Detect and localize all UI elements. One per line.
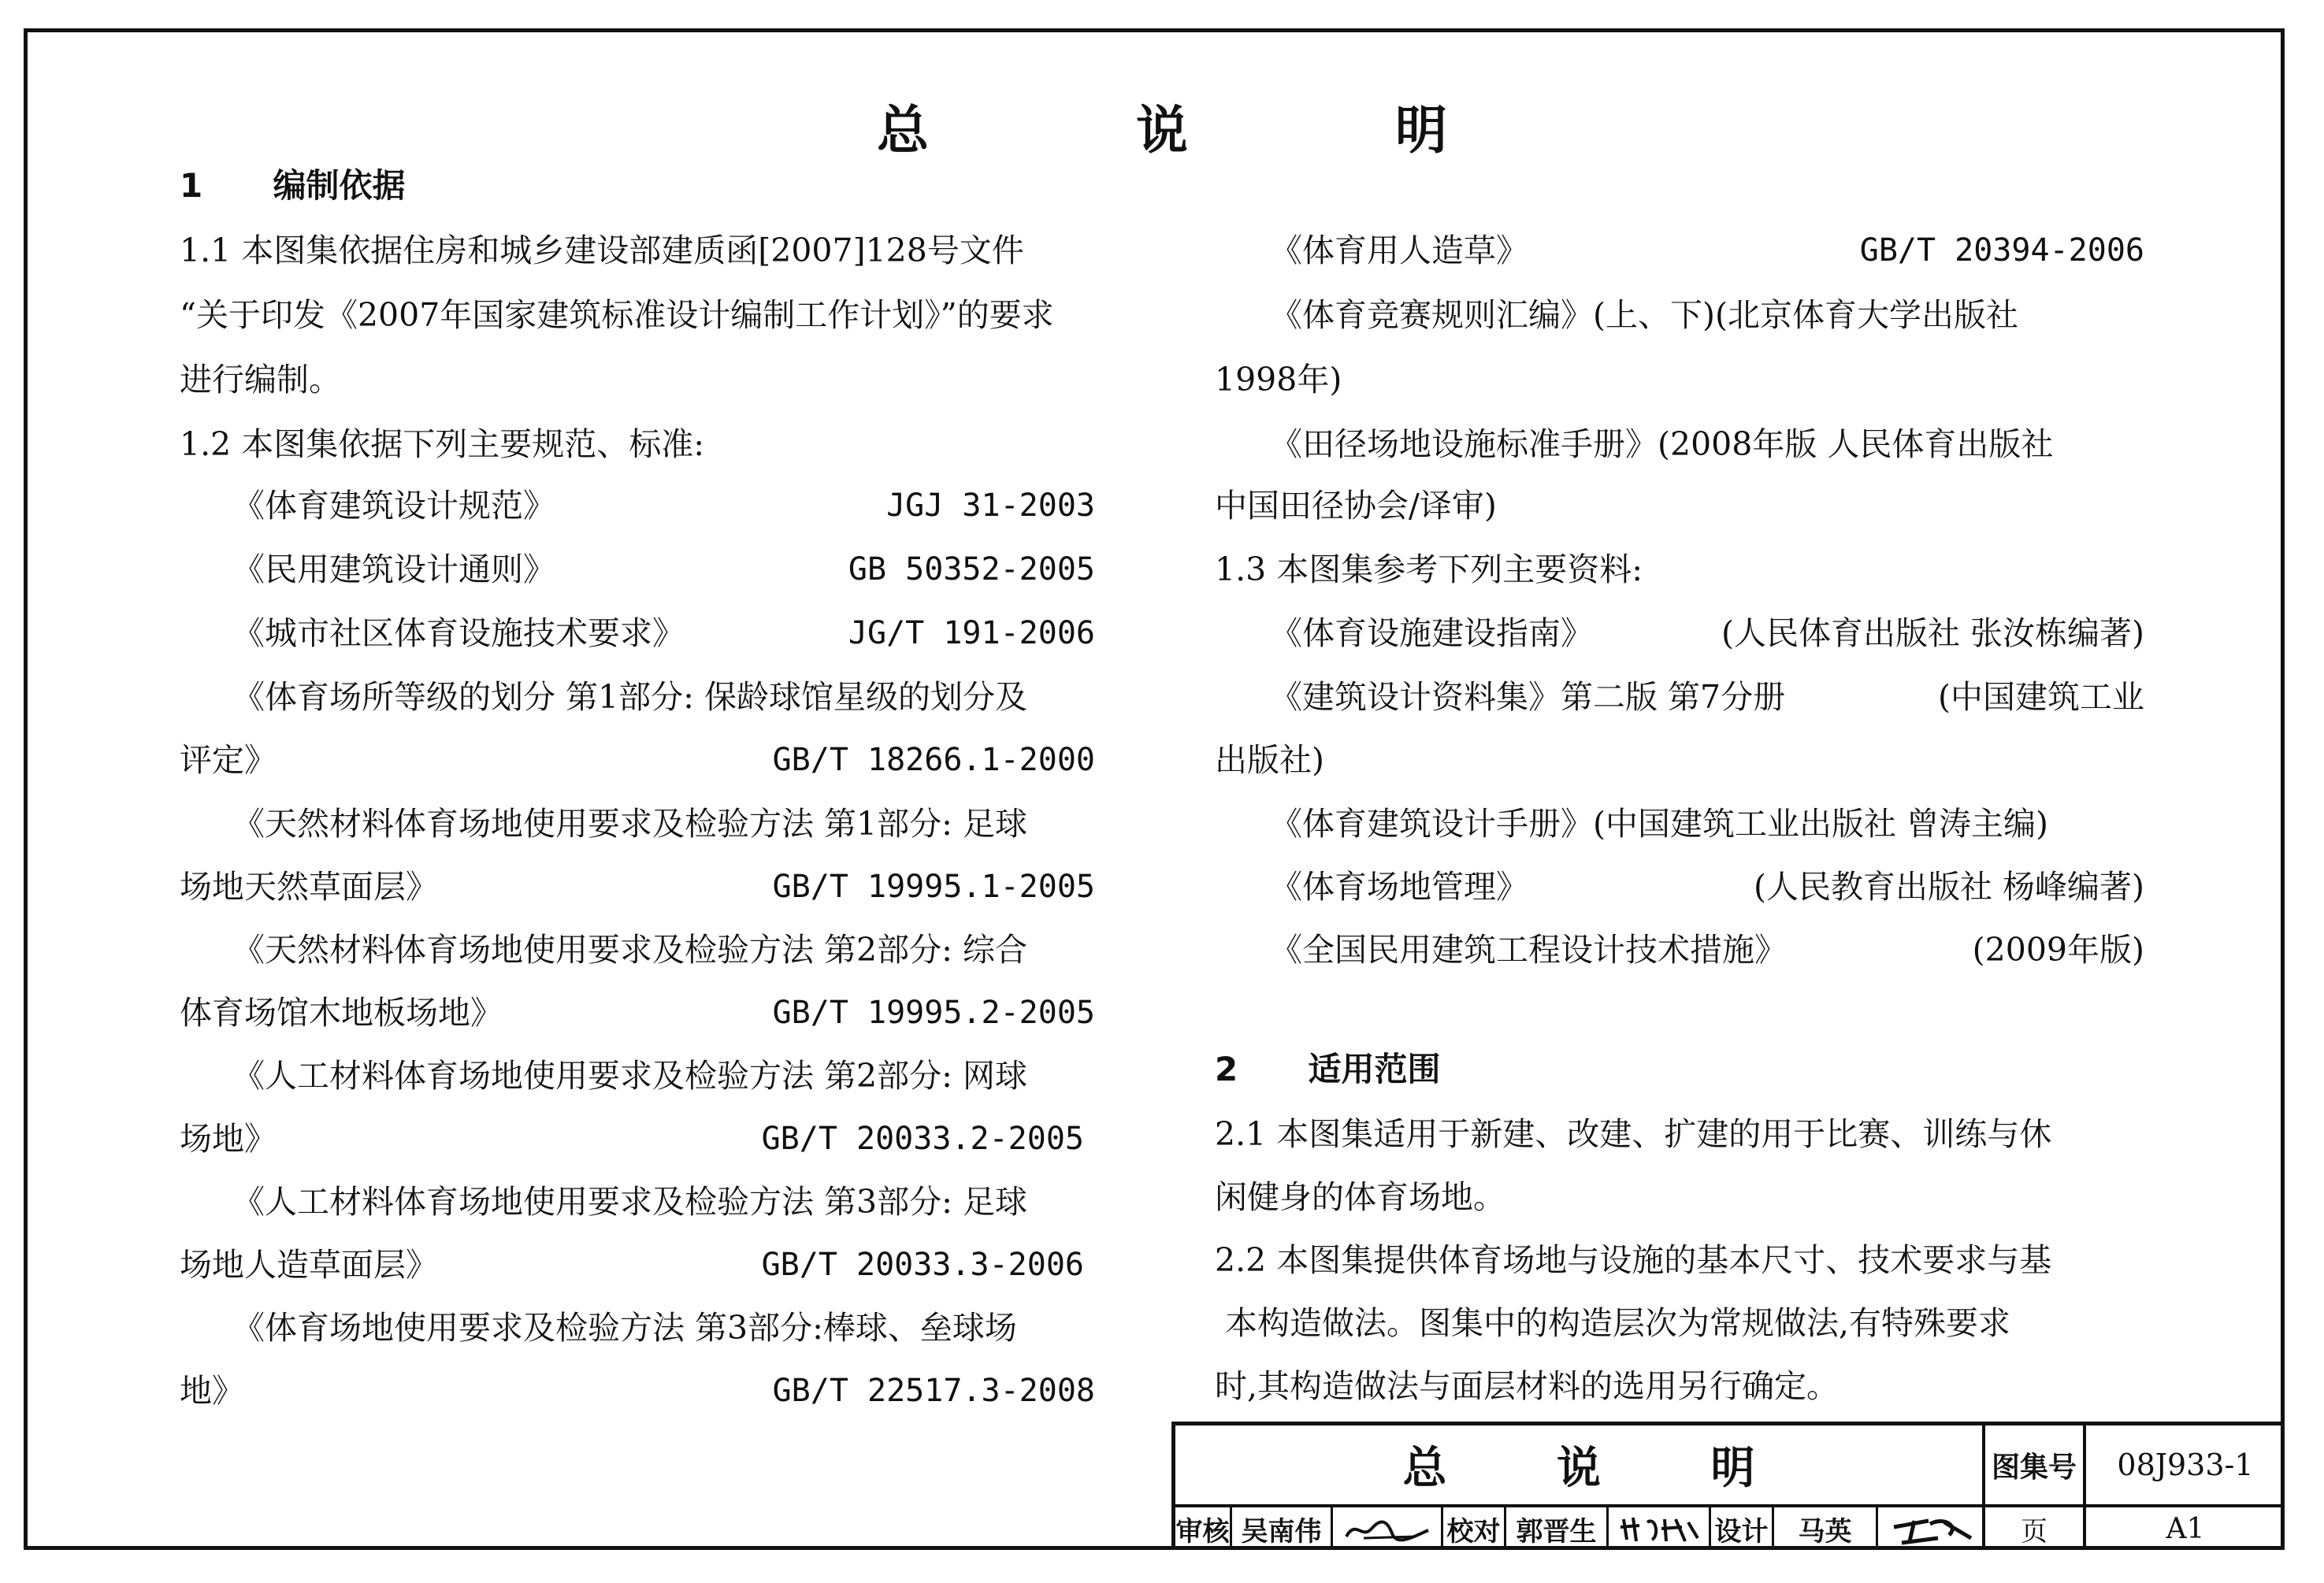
standard-item bbox=[180, 863, 1095, 910]
section2-heading bbox=[1215, 1046, 1441, 1093]
reference-title: 《田径场地设施标准手册》(2008年版 人民体育出版社 bbox=[1270, 425, 2054, 463]
standard-title-cont: 评定》 bbox=[180, 741, 277, 779]
atlas-number: 08J933-1 bbox=[2086, 1425, 2285, 1507]
standard-code: JG/T 191-2006 bbox=[848, 615, 1095, 651]
standard-item bbox=[180, 736, 1095, 784]
reference-title: 《体育用人造草》 bbox=[1270, 232, 1528, 269]
para-2-2-line-1: 2.2 本图集提供体育场地与设施的基本尺寸、技术要求与基 bbox=[1215, 1241, 2052, 1279]
reference-item bbox=[1270, 863, 2144, 910]
standard-title: 《人工材料体育场地使用要求及检验方法 第2部分: 网球 bbox=[232, 1057, 1027, 1095]
section1-number: 1 bbox=[180, 166, 203, 205]
standard-title-cont: 地》 bbox=[180, 1372, 244, 1410]
standard-title: 《民用建筑设计通则》 bbox=[232, 551, 555, 588]
reference-title: 《全国民用建筑工程设计技术措施》 bbox=[1270, 931, 1787, 969]
standard-title: 《体育场所等级的划分 第1部分: 保龄球馆星级的划分及 bbox=[232, 678, 1027, 716]
para-1-1-line-3: 进行编制。 bbox=[180, 361, 341, 399]
standard-item bbox=[232, 546, 1095, 593]
standard-item bbox=[180, 1115, 1084, 1162]
standard-item bbox=[232, 482, 1095, 529]
para-1-1-line-2: “关于印发《2007年国家建筑标准设计编制工作计划》”的要求 bbox=[180, 296, 1054, 334]
standard-item bbox=[180, 1367, 1095, 1414]
page-number: A1 bbox=[2166, 1512, 2205, 1545]
para-2-2-line-2: 本构造做法。图集中的构造层次为常规做法,有特殊要求 bbox=[1225, 1304, 2011, 1342]
reviewer-name: 吴南伟 bbox=[1232, 1507, 1333, 1550]
reference-title-cont: 1998年) bbox=[1215, 361, 1342, 399]
checker-signature bbox=[1609, 1507, 1711, 1550]
page-title: 总 说 明 bbox=[877, 100, 1542, 161]
section2-number: 2 bbox=[1215, 1050, 1238, 1088]
reference-title: 《体育竞赛规则汇编》(上、下)(北京体育大学出版社 bbox=[1270, 296, 2018, 334]
designer-name: 马英 bbox=[1774, 1507, 1878, 1550]
reference-item bbox=[1270, 227, 2144, 274]
designer-signature bbox=[1878, 1507, 1985, 1550]
standard-title: 《天然材料体育场地使用要求及检验方法 第2部分: 综合 bbox=[232, 931, 1027, 969]
standard-code: GB/T 20033.3-2006 bbox=[761, 1247, 1084, 1283]
page-label: 页 bbox=[1985, 1507, 2086, 1550]
standard-title: 《天然材料体育场地使用要求及检验方法 第1部分: 足球 bbox=[232, 805, 1027, 843]
standard-title-cont: 场地天然草面层》 bbox=[180, 868, 438, 906]
standard-title: 《人工材料体育场地使用要求及检验方法 第3部分: 足球 bbox=[232, 1183, 1027, 1221]
standard-title-cont: 场地人造草面层》 bbox=[180, 1246, 438, 1284]
reference-publisher: (2009年版) bbox=[1972, 931, 2144, 969]
reviewer-signature bbox=[1333, 1507, 1443, 1550]
reference-publisher: (中国建筑工业 bbox=[1938, 678, 2144, 716]
standard-code: JGJ 31-2003 bbox=[886, 488, 1095, 524]
reference-item bbox=[1270, 926, 2144, 973]
standard-item bbox=[180, 1241, 1084, 1288]
check-label: 校对 bbox=[1443, 1507, 1506, 1550]
para-1-1-line-1: 1.1 本图集依据住房和城乡建设部建质函[2007]128号文件 bbox=[180, 232, 1024, 269]
reference-title: 《体育建筑设计手册》(中国建筑工业出版社 曾涛主编) bbox=[1270, 805, 2049, 843]
reference-title: 《体育设施建设指南》 bbox=[1270, 614, 1593, 652]
checker-name: 郭晋生 bbox=[1506, 1507, 1609, 1550]
reference-item bbox=[1270, 673, 2144, 721]
standard-code: GB/T 19995.1-2005 bbox=[772, 869, 1095, 905]
section1-title: 编制依据 bbox=[273, 166, 406, 205]
title-block-title: 总 说 明 bbox=[1175, 1425, 1985, 1507]
section2-title: 适用范围 bbox=[1308, 1050, 1441, 1088]
reference-title: 《建筑设计资料集》第二版 第7分册 bbox=[1270, 678, 1786, 716]
standard-code: GB/T 18266.1-2000 bbox=[772, 742, 1095, 778]
standard-code: GB/T 19995.2-2005 bbox=[772, 995, 1095, 1031]
atlas-number-label: 图集号 bbox=[1985, 1425, 2086, 1507]
reference-title-cont: 出版社) bbox=[1215, 741, 1324, 779]
para-2-1-line-1: 2.1 本图集适用于新建、改建、扩建的用于比赛、训练与休 bbox=[1215, 1115, 2052, 1153]
reference-code: GB/T 20394-2006 bbox=[1859, 232, 2144, 269]
reference-title: 《体育场地管理》 bbox=[1270, 868, 1528, 906]
para-1-3: 1.3 本图集参考下列主要资料: bbox=[1215, 551, 1643, 588]
reference-title-cont: 中国田径协会/译审) bbox=[1215, 487, 1497, 525]
reference-item bbox=[1270, 610, 2144, 657]
standard-item bbox=[232, 610, 1095, 657]
standard-title: 《体育建筑设计规范》 bbox=[232, 487, 555, 525]
para-1-2: 1.2 本图集依据下列主要规范、标准: bbox=[180, 425, 705, 463]
standard-title-cont: 场地》 bbox=[180, 1120, 277, 1158]
title-block bbox=[1171, 1422, 2285, 1550]
standard-title-cont: 体育场馆木地板场地》 bbox=[180, 994, 503, 1032]
design-label: 设计 bbox=[1711, 1507, 1774, 1550]
section1-heading bbox=[180, 162, 406, 209]
reference-publisher: (人民体育出版社 张汝栋编著) bbox=[1721, 614, 2144, 652]
standard-code: GB/T 20033.2-2005 bbox=[761, 1121, 1084, 1157]
para-2-1-line-2: 闲健身的体育场地。 bbox=[1215, 1178, 1505, 1216]
para-2-2-line-3: 时,其构造做法与面层材料的选用另行确定。 bbox=[1215, 1367, 1840, 1405]
standard-item bbox=[180, 989, 1095, 1036]
standard-title: 《城市社区体育设施技术要求》 bbox=[232, 614, 685, 652]
standard-code: GB 50352-2005 bbox=[848, 551, 1095, 588]
standard-title: 《体育场地使用要求及检验方法 第3部分:棒球、垒球场 bbox=[232, 1309, 1017, 1347]
reference-publisher: (人民教育出版社 杨峰编著) bbox=[1753, 868, 2144, 906]
review-label: 审核 bbox=[1175, 1507, 1232, 1550]
standard-code: GB/T 22517.3-2008 bbox=[772, 1373, 1095, 1409]
